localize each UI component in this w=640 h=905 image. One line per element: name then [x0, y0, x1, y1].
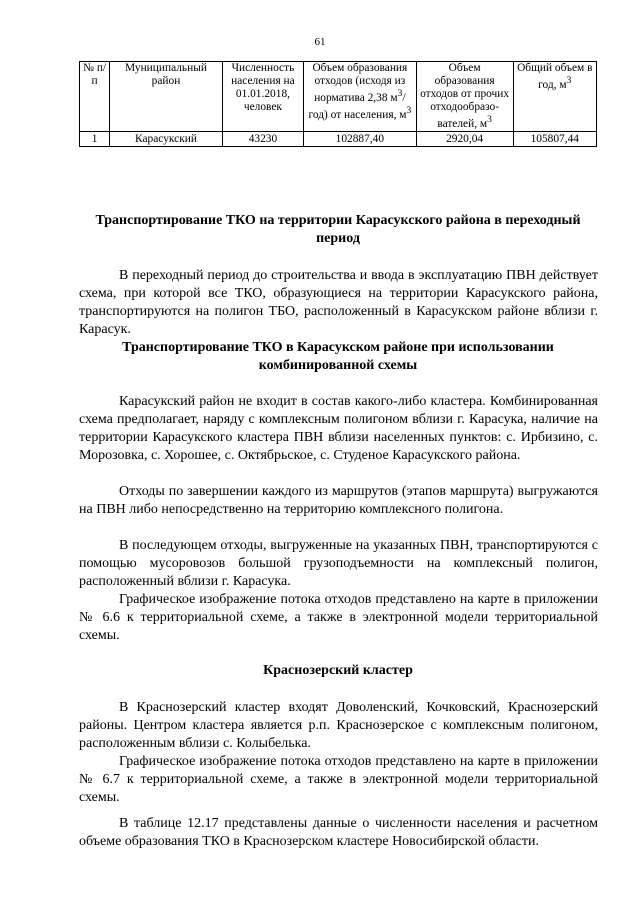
header-population: Численность населения на 01.01.2018, человек: [222, 62, 303, 132]
header-number: № п/п: [80, 62, 110, 132]
waste-volume-table: [79, 61, 597, 147]
header-total-sup: 3: [566, 76, 572, 86]
paragraph-combined-scheme: Карасукский район не входит в состав какого-либо кластера. Комбинированная схема предполагает, наряду с комплексным полигоном вблизи г. Карасука, наличие на территории Карасукского кластера ПВН вблизи населенных пунктов: с. Ирбизино, с. Морозовка, с. Хорошее, с. Октябрьское, с. Студеное Карасукского района.: [79, 394, 598, 463]
header-population-waste-sup2: 3: [406, 105, 412, 116]
cell-total: 105807,44: [513, 131, 596, 146]
cell-district: Карасукский: [110, 131, 223, 146]
paragraph-map-reference-6-7: Графическое изображение потока отходов представлено на карте в приложении № 6.7 к территориальной схеме, а также в электронной модели территориальной схемы.: [79, 754, 598, 805]
header-other-waste-sup: 3: [487, 115, 492, 125]
header-other-waste: [416, 62, 513, 132]
table-row: [80, 131, 597, 146]
header-total-text: Общий объем в год, м: [517, 62, 593, 91]
header-population-waste-sup1: 3: [397, 89, 403, 99]
header-total: [513, 62, 596, 132]
header-population-waste-text1: Объем образования отходов (исходя из норматива 2,38 м: [312, 62, 408, 104]
table-header-row: [80, 62, 597, 132]
header-other-waste-text: Объем образования отходов от прочих отходообразо-вателей, м: [420, 62, 510, 130]
header-population-waste: [304, 62, 417, 132]
header-population-waste-text2: /год) от населения, м: [308, 91, 407, 121]
cell-number: 1: [80, 131, 110, 146]
section-heading-krasnozersky: Краснозерский кластер: [263, 663, 413, 678]
cell-population-waste: 102887,40: [304, 131, 417, 146]
section-heading-combined: Транспортирование ТКО в Карасукском районе при использовании комбинированной схемы: [122, 340, 554, 373]
paragraph-transitional-scheme: В переходный период до строительства и ввода в эксплуатацию ПВН действует схема, при которой все ТКО, образующиеся на территории Карасукского района, транспортируются на полигон ТБО, расположенный в Карасукском районе вблизи г. Карасук.: [79, 268, 598, 337]
paragraph-map-reference-6-6: Графическое изображение потока отходов представлено на карте в приложении № 6.6 к территориальной схеме, а также в электронной модели территориальной схемы.: [79, 592, 598, 643]
page-number: 61: [314, 36, 326, 48]
paragraph-transport-trucks: В последующем отходы, выгруженные на указанных ПВН, транспортируются с помощью мусоровозов большой грузоподъемности на комплексный полигон, расположенный вблизи г. Карасука.: [79, 538, 598, 589]
header-district: Муниципальный район: [110, 62, 223, 132]
section-heading-transitional: Транспортирование ТКО на территории Карасукского района в переходный период: [95, 213, 581, 246]
cell-population: 43230: [222, 131, 303, 146]
cell-other-waste: 2920,04: [416, 131, 513, 146]
paragraph-krasnozersky-cluster: В Краснозерский кластер входят Доволенский, Кочковский, Краснозерский районы. Центром кластера является р.п. Краснозерское с комплексным полигоном, расположенным вблизи с. Колыбелька.: [79, 700, 598, 751]
paragraph-table-12-17: В таблице 12.17 представлены данные о численности населения и расчетном объеме образования ТКО в Краснозерском кластере Новосибирской области.: [79, 816, 598, 849]
paragraph-waste-unloading: Отходы по завершении каждого из маршрутов (этапов маршрута) выгружаются на ПВН либо непосредственно на территорию комплексного полигона.: [79, 484, 598, 517]
